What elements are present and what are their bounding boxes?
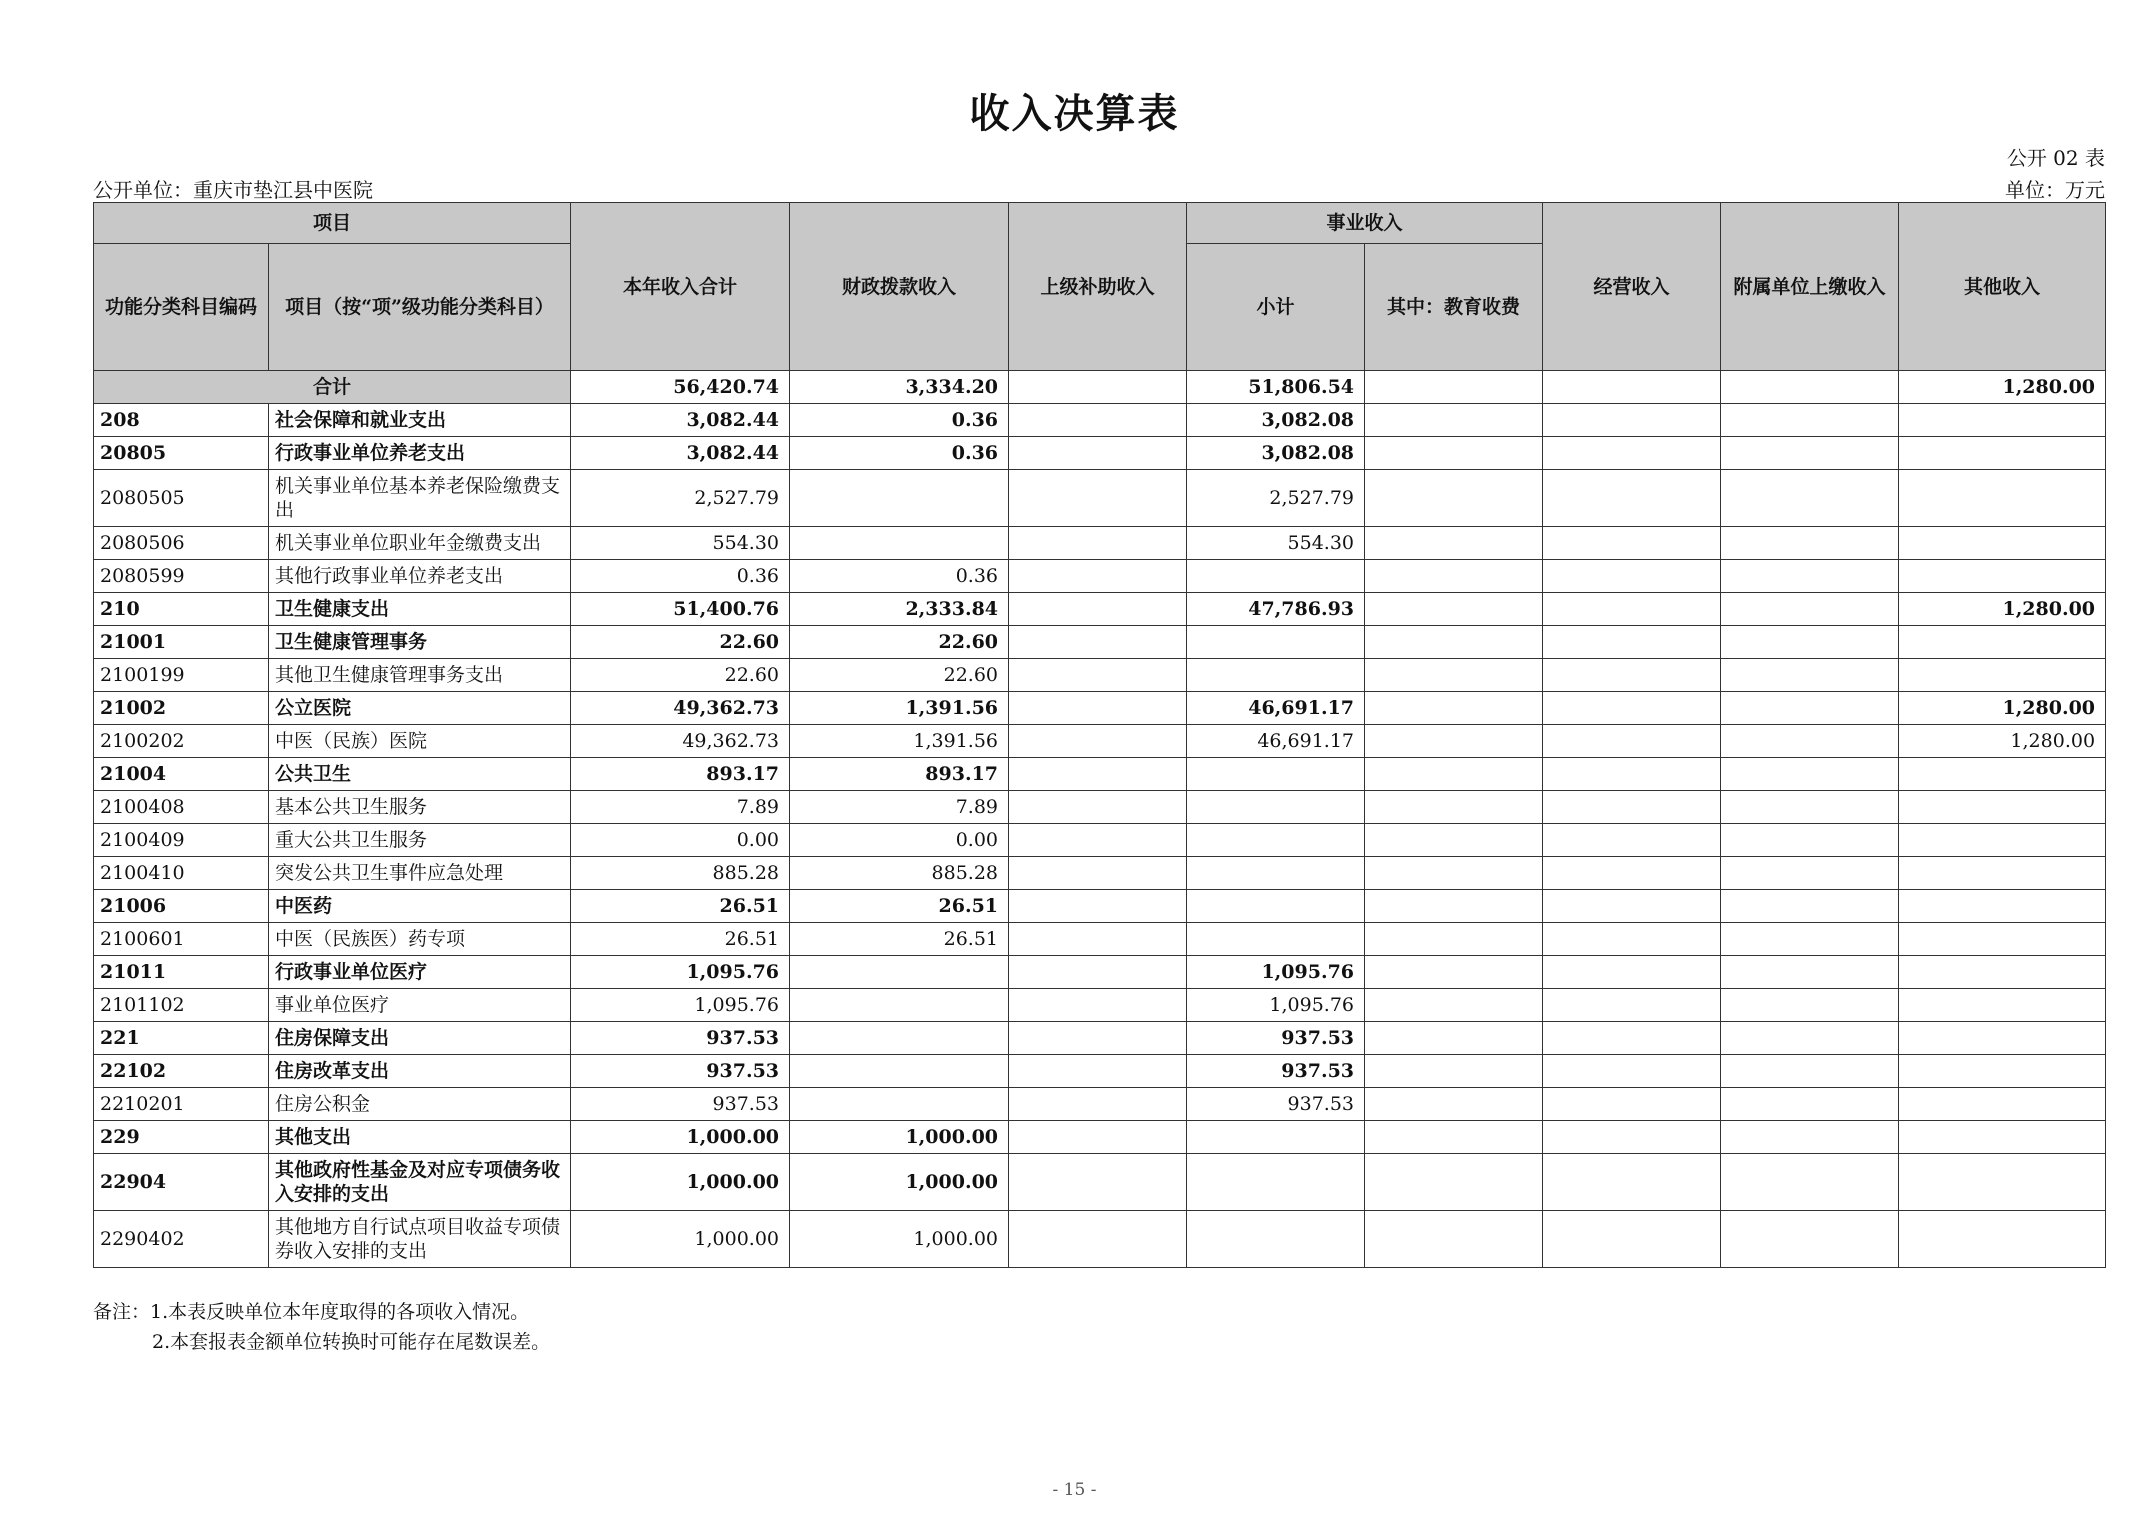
cell-fiscal: 885.28: [790, 857, 1009, 890]
cell-operating: [1543, 470, 1721, 527]
cell-total: 1,095.76: [571, 956, 790, 989]
cell-subtotal: 937.53: [1187, 1055, 1365, 1088]
cell-operating: [1543, 527, 1721, 560]
cell-total: 26.51: [571, 923, 790, 956]
cell-operating: [1543, 626, 1721, 659]
cell-fiscal: 22.60: [790, 659, 1009, 692]
cell-fiscal: 1,000.00: [790, 1121, 1009, 1154]
table-row: [94, 824, 2106, 857]
cell-superior: [1009, 692, 1187, 725]
cell-education: [1365, 626, 1543, 659]
cell-total: 1,000.00: [571, 1121, 790, 1154]
header-other: 其他收入: [1899, 203, 2106, 371]
cell-subtotal: [1187, 659, 1365, 692]
cell-affiliated: [1721, 692, 1899, 725]
table-row: [94, 470, 2106, 527]
cell-operating: [1543, 593, 1721, 626]
cell-other: [1899, 1121, 2106, 1154]
header-business: 事业收入: [1187, 203, 1543, 244]
cell-total: 51,400.76: [571, 593, 790, 626]
cell-fiscal: 893.17: [790, 758, 1009, 791]
table-row: [94, 890, 2106, 923]
table-row: [94, 1154, 2106, 1211]
cell-education: [1365, 824, 1543, 857]
cell-code: 22102: [94, 1055, 269, 1088]
cell-code: 21004: [94, 758, 269, 791]
cell-superior: [1009, 1055, 1187, 1088]
cell-operating: [1543, 1154, 1721, 1211]
cell-subtotal: [1187, 923, 1365, 956]
cell-operating: [1543, 1211, 1721, 1268]
total-cell: 56,420.74: [571, 371, 790, 404]
cell-name: 中医（民族医）药专项: [269, 923, 571, 956]
header-fiscal: 财政拨款收入: [790, 203, 1009, 371]
cell-affiliated: [1721, 659, 1899, 692]
cell-code: 21002: [94, 692, 269, 725]
cell-affiliated: [1721, 1022, 1899, 1055]
cell-education: [1365, 923, 1543, 956]
cell-subtotal: [1187, 1121, 1365, 1154]
cell-other: 1,280.00: [1899, 593, 2106, 626]
total-cell: [1365, 371, 1543, 404]
cell-subtotal: [1187, 758, 1365, 791]
cell-affiliated: [1721, 989, 1899, 1022]
cell-total: 26.51: [571, 890, 790, 923]
cell-education: [1365, 527, 1543, 560]
cell-operating: [1543, 404, 1721, 437]
cell-code: 2100409: [94, 824, 269, 857]
cell-superior: [1009, 725, 1187, 758]
cell-code: 2100410: [94, 857, 269, 890]
cell-total: 49,362.73: [571, 692, 790, 725]
table-row: [94, 1088, 2106, 1121]
cell-fiscal: [790, 1022, 1009, 1055]
cell-fiscal: [790, 1055, 1009, 1088]
cell-name: 突发公共卫生事件应急处理: [269, 857, 571, 890]
cell-fiscal: 22.60: [790, 626, 1009, 659]
note-2: 2.本套报表金额单位转换时可能存在尾数误差。: [152, 1331, 551, 1353]
cell-subtotal: 47,786.93: [1187, 593, 1365, 626]
table-row: [94, 1055, 2106, 1088]
header-superior: 上级补助收入: [1009, 203, 1187, 371]
cell-other: [1899, 824, 2106, 857]
cell-name: 中医（民族）医院: [269, 725, 571, 758]
table-row: [94, 560, 2106, 593]
cell-superior: [1009, 659, 1187, 692]
cell-name: 中医药: [269, 890, 571, 923]
cell-code: 20805: [94, 437, 269, 470]
header-affiliated: 附属单位上缴收入: [1721, 203, 1899, 371]
cell-superior: [1009, 989, 1187, 1022]
cell-superior: [1009, 1088, 1187, 1121]
cell-superior: [1009, 404, 1187, 437]
cell-education: [1365, 659, 1543, 692]
cell-superior: [1009, 560, 1187, 593]
cell-fiscal: 1,391.56: [790, 692, 1009, 725]
cell-code: 21006: [94, 890, 269, 923]
cell-name: 机关事业单位职业年金缴费支出: [269, 527, 571, 560]
cell-affiliated: [1721, 527, 1899, 560]
cell-other: [1899, 890, 2106, 923]
cell-affiliated: [1721, 824, 1899, 857]
cell-superior: [1009, 890, 1187, 923]
cell-education: [1365, 956, 1543, 989]
cell-total: 0.36: [571, 560, 790, 593]
cell-superior: [1009, 527, 1187, 560]
cell-total: 1,095.76: [571, 989, 790, 1022]
cell-affiliated: [1721, 758, 1899, 791]
cell-superior: [1009, 923, 1187, 956]
cell-operating: [1543, 692, 1721, 725]
table-row: [94, 725, 2106, 758]
table-row: [94, 1121, 2106, 1154]
cell-fiscal: [790, 470, 1009, 527]
cell-other: [1899, 857, 2106, 890]
cell-education: [1365, 857, 1543, 890]
cell-subtotal: [1187, 890, 1365, 923]
cell-other: [1899, 404, 2106, 437]
cell-operating: [1543, 1088, 1721, 1121]
cell-subtotal: [1187, 824, 1365, 857]
total-cell: 1,280.00: [1899, 371, 2106, 404]
cell-other: [1899, 1055, 2106, 1088]
table-row: [94, 923, 2106, 956]
cell-subtotal: 2,527.79: [1187, 470, 1365, 527]
total-cell: [1009, 371, 1187, 404]
cell-affiliated: [1721, 857, 1899, 890]
cell-name: 住房保障支出: [269, 1022, 571, 1055]
cell-subtotal: 1,095.76: [1187, 989, 1365, 1022]
cell-name: 其他地方自行试点项目收益专项债券收入安排的支出: [269, 1211, 571, 1268]
cell-code: 21001: [94, 626, 269, 659]
table-row: [94, 593, 2106, 626]
cell-education: [1365, 1121, 1543, 1154]
cell-education: [1365, 560, 1543, 593]
cell-code: 2101102: [94, 989, 269, 1022]
cell-operating: [1543, 1121, 1721, 1154]
total-cell: [1543, 371, 1721, 404]
cell-operating: [1543, 791, 1721, 824]
cell-total: 937.53: [571, 1055, 790, 1088]
cell-operating: [1543, 923, 1721, 956]
cell-operating: [1543, 1022, 1721, 1055]
cell-education: [1365, 725, 1543, 758]
cell-affiliated: [1721, 1154, 1899, 1211]
total-cell: 3,334.20: [790, 371, 1009, 404]
cell-other: [1899, 1211, 2106, 1268]
cell-fiscal: 0.36: [790, 437, 1009, 470]
table-row: [94, 527, 2106, 560]
cell-code: 22904: [94, 1154, 269, 1211]
cell-affiliated: [1721, 560, 1899, 593]
cell-name: 事业单位医疗: [269, 989, 571, 1022]
cell-total: 885.28: [571, 857, 790, 890]
cell-subtotal: [1187, 1211, 1365, 1268]
cell-superior: [1009, 1022, 1187, 1055]
cell-operating: [1543, 857, 1721, 890]
cell-subtotal: 46,691.17: [1187, 692, 1365, 725]
cell-fiscal: 1,391.56: [790, 725, 1009, 758]
cell-code: 2080505: [94, 470, 269, 527]
cell-other: [1899, 791, 2106, 824]
cell-fiscal: 0.00: [790, 824, 1009, 857]
cell-name: 其他卫生健康管理事务支出: [269, 659, 571, 692]
cell-subtotal: [1187, 626, 1365, 659]
page-number: - 15 -: [1052, 1480, 1097, 1500]
cell-other: [1899, 1154, 2106, 1211]
header-project: 项目: [94, 203, 571, 244]
total-cell: 51,806.54: [1187, 371, 1365, 404]
cell-other: [1899, 470, 2106, 527]
cell-name: 基本公共卫生服务: [269, 791, 571, 824]
cell-superior: [1009, 758, 1187, 791]
cell-name: 机关事业单位基本养老保险缴费支出: [269, 470, 571, 527]
cell-code: 2100199: [94, 659, 269, 692]
cell-other: 1,280.00: [1899, 692, 2106, 725]
cell-fiscal: 26.51: [790, 923, 1009, 956]
cell-code: 229: [94, 1121, 269, 1154]
cell-affiliated: [1721, 725, 1899, 758]
cell-name: 卫生健康管理事务: [269, 626, 571, 659]
cell-operating: [1543, 758, 1721, 791]
cell-education: [1365, 1088, 1543, 1121]
cell-other: [1899, 758, 2106, 791]
cell-affiliated: [1721, 923, 1899, 956]
total-cell: [1721, 371, 1899, 404]
cell-code: 2210201: [94, 1088, 269, 1121]
cell-fiscal: 1,000.00: [790, 1154, 1009, 1211]
cell-affiliated: [1721, 1211, 1899, 1268]
table-row: [94, 692, 2106, 725]
cell-other: [1899, 1088, 2106, 1121]
cell-code: 2100601: [94, 923, 269, 956]
cell-superior: [1009, 1211, 1187, 1268]
cell-fiscal: [790, 989, 1009, 1022]
table-row: [94, 857, 2106, 890]
header-subtotal: 小计: [1187, 244, 1365, 371]
cell-code: 208: [94, 404, 269, 437]
table-row: [94, 758, 2106, 791]
cell-name: 公共卫生: [269, 758, 571, 791]
cell-fiscal: 1,000.00: [790, 1211, 1009, 1268]
cell-affiliated: [1721, 626, 1899, 659]
cell-subtotal: 46,691.17: [1187, 725, 1365, 758]
table-row: [94, 626, 2106, 659]
cell-superior: [1009, 956, 1187, 989]
cell-code: 2100202: [94, 725, 269, 758]
cell-operating: [1543, 1055, 1721, 1088]
cell-name: 公立医院: [269, 692, 571, 725]
cell-other: [1899, 659, 2106, 692]
cell-subtotal: [1187, 857, 1365, 890]
cell-total: 49,362.73: [571, 725, 790, 758]
cell-other: [1899, 989, 2106, 1022]
cell-total: 937.53: [571, 1022, 790, 1055]
cell-total: 3,082.44: [571, 437, 790, 470]
cell-affiliated: [1721, 956, 1899, 989]
cell-name: 住房改革支出: [269, 1055, 571, 1088]
cell-education: [1365, 1022, 1543, 1055]
cell-affiliated: [1721, 1121, 1899, 1154]
table-row: [94, 791, 2106, 824]
cell-superior: [1009, 470, 1187, 527]
cell-subtotal: 937.53: [1187, 1088, 1365, 1121]
cell-superior: [1009, 824, 1187, 857]
cell-name: 重大公共卫生服务: [269, 824, 571, 857]
cell-education: [1365, 692, 1543, 725]
cell-affiliated: [1721, 593, 1899, 626]
currency-unit: 单位：万元: [2005, 178, 2105, 202]
total-label: 合计: [94, 371, 571, 404]
cell-education: [1365, 890, 1543, 923]
cell-code: 2080506: [94, 527, 269, 560]
cell-fiscal: 2,333.84: [790, 593, 1009, 626]
cell-other: [1899, 626, 2106, 659]
cell-fiscal: 26.51: [790, 890, 1009, 923]
header-total: 本年收入合计: [571, 203, 790, 371]
cell-operating: [1543, 560, 1721, 593]
cell-education: [1365, 1154, 1543, 1211]
cell-subtotal: 3,082.08: [1187, 437, 1365, 470]
header-operating: 经营收入: [1543, 203, 1721, 371]
cell-operating: [1543, 890, 1721, 923]
cell-total: 22.60: [571, 626, 790, 659]
header-name: 项目（按“项”级功能分类科目）: [269, 244, 571, 371]
cell-affiliated: [1721, 470, 1899, 527]
reporting-unit: 公开单位：重庆市垫江县中医院: [93, 178, 373, 202]
cell-total: 3,082.44: [571, 404, 790, 437]
cell-education: [1365, 758, 1543, 791]
cell-other: [1899, 923, 2106, 956]
cell-total: 554.30: [571, 527, 790, 560]
page-title: 收入决算表: [969, 90, 1180, 137]
cell-other: [1899, 1022, 2106, 1055]
cell-code: 21011: [94, 956, 269, 989]
cell-total: 1,000.00: [571, 1211, 790, 1268]
cell-education: [1365, 791, 1543, 824]
cell-name: 社会保障和就业支出: [269, 404, 571, 437]
table-number: 公开 02 表: [2006, 146, 2105, 170]
cell-total: 22.60: [571, 659, 790, 692]
table-row: [94, 989, 2106, 1022]
table-row: [94, 1211, 2106, 1268]
table-row: [94, 956, 2106, 989]
cell-total: 937.53: [571, 1088, 790, 1121]
cell-code: 2080599: [94, 560, 269, 593]
cell-affiliated: [1721, 404, 1899, 437]
cell-name: 其他行政事业单位养老支出: [269, 560, 571, 593]
cell-superior: [1009, 437, 1187, 470]
cell-fiscal: [790, 527, 1009, 560]
cell-name: 其他支出: [269, 1121, 571, 1154]
cell-other: [1899, 437, 2106, 470]
cell-education: [1365, 404, 1543, 437]
cell-fiscal: 7.89: [790, 791, 1009, 824]
cell-name: 其他政府性基金及对应专项债务收入安排的支出: [269, 1154, 571, 1211]
note-1: 备注：1.本表反映单位本年度取得的各项收入情况。: [93, 1301, 530, 1323]
cell-code: 2290402: [94, 1211, 269, 1268]
header-education: 其中：教育收费: [1365, 244, 1543, 371]
cell-other: [1899, 956, 2106, 989]
cell-affiliated: [1721, 1088, 1899, 1121]
cell-education: [1365, 989, 1543, 1022]
cell-superior: [1009, 626, 1187, 659]
cell-code: 221: [94, 1022, 269, 1055]
cell-affiliated: [1721, 791, 1899, 824]
cell-operating: [1543, 956, 1721, 989]
cell-other: [1899, 560, 2106, 593]
cell-superior: [1009, 1121, 1187, 1154]
cell-superior: [1009, 857, 1187, 890]
cell-subtotal: [1187, 791, 1365, 824]
cell-name: 行政事业单位养老支出: [269, 437, 571, 470]
cell-affiliated: [1721, 1055, 1899, 1088]
cell-education: [1365, 1211, 1543, 1268]
cell-other: 1,280.00: [1899, 725, 2106, 758]
cell-other: [1899, 527, 2106, 560]
cell-total: 1,000.00: [571, 1154, 790, 1211]
cell-operating: [1543, 824, 1721, 857]
cell-operating: [1543, 659, 1721, 692]
table-row: [94, 437, 2106, 470]
cell-affiliated: [1721, 437, 1899, 470]
cell-code: 210: [94, 593, 269, 626]
cell-subtotal: 1,095.76: [1187, 956, 1365, 989]
cell-fiscal: 0.36: [790, 560, 1009, 593]
cell-subtotal: 3,082.08: [1187, 404, 1365, 437]
cell-fiscal: 0.36: [790, 404, 1009, 437]
cell-superior: [1009, 1154, 1187, 1211]
table-row: [94, 659, 2106, 692]
cell-education: [1365, 593, 1543, 626]
cell-operating: [1543, 989, 1721, 1022]
cell-code: 2100408: [94, 791, 269, 824]
cell-total: 7.89: [571, 791, 790, 824]
cell-operating: [1543, 725, 1721, 758]
header-code: 功能分类科目编码: [94, 244, 269, 371]
cell-education: [1365, 1055, 1543, 1088]
cell-name: 住房公积金: [269, 1088, 571, 1121]
table-row: [94, 1022, 2106, 1055]
cell-fiscal: [790, 1088, 1009, 1121]
cell-affiliated: [1721, 890, 1899, 923]
cell-education: [1365, 437, 1543, 470]
cell-subtotal: 554.30: [1187, 527, 1365, 560]
income-table: [93, 202, 2106, 1268]
table-row: [94, 404, 2106, 437]
cell-subtotal: [1187, 560, 1365, 593]
cell-operating: [1543, 437, 1721, 470]
cell-name: 行政事业单位医疗: [269, 956, 571, 989]
cell-subtotal: 937.53: [1187, 1022, 1365, 1055]
cell-superior: [1009, 593, 1187, 626]
cell-total: 0.00: [571, 824, 790, 857]
cell-subtotal: [1187, 1154, 1365, 1211]
cell-total: 893.17: [571, 758, 790, 791]
cell-superior: [1009, 791, 1187, 824]
cell-fiscal: [790, 956, 1009, 989]
cell-total: 2,527.79: [571, 470, 790, 527]
cell-name: 卫生健康支出: [269, 593, 571, 626]
cell-education: [1365, 470, 1543, 527]
